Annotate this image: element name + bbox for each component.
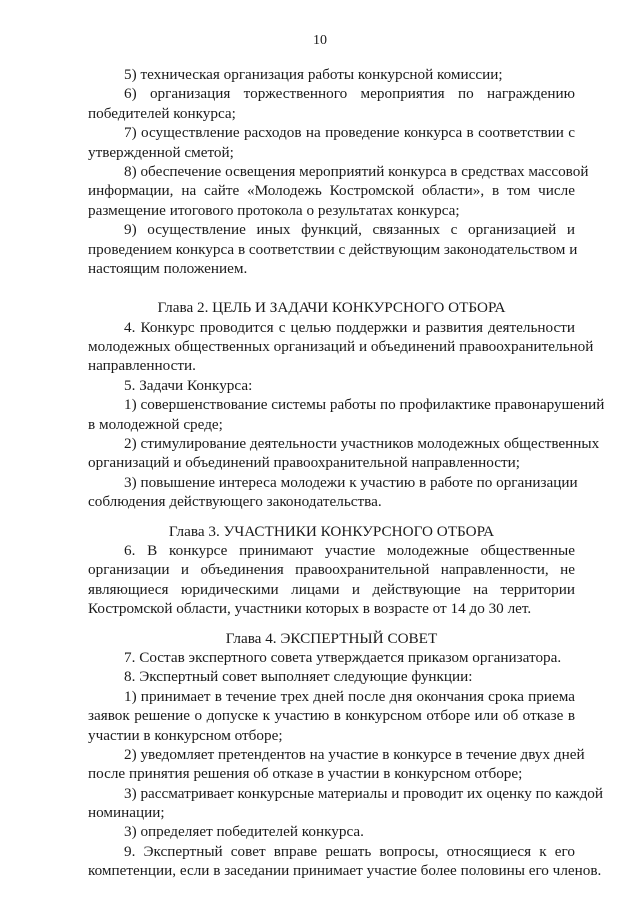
text-line: 2) уведомляет претендентов на участие в конкурсе в течение двух дней <box>124 745 585 763</box>
section-gap <box>88 619 575 629</box>
text-line: 5) техническая организация работы конкурсной комиссии; <box>124 66 503 83</box>
text-line: 9) осуществление иных функций, связанных с организацией и <box>124 221 575 239</box>
page-number: 10 <box>313 33 327 48</box>
text-line: компетенции, если в заседании принимает участие более половины его членов. <box>88 862 602 880</box>
text-line: 3) повышение интереса молодежи к участию в работе по организации <box>124 473 578 491</box>
text-line: Костромской области, участники которых в возрасте от 14 до 30 лет. <box>88 600 532 618</box>
text-line: организации и объединения правоохранительной направленности, не <box>88 561 575 579</box>
chapter-heading: Глава 4. ЭКСПЕРТНЫЙ СОВЕТ <box>225 629 438 647</box>
text-line: являющиеся юридическими лицами и действующие на территории <box>88 580 575 598</box>
text-line: 3) определяет победителей конкурса. <box>124 823 364 841</box>
text-line: направленности. <box>88 357 196 375</box>
text-line: настоящим положением. <box>88 259 248 277</box>
text-line: проведением конкурса в соответствии с действующим законодательством и <box>88 240 578 258</box>
text-line: 6. В конкурсе принимают участие молодежные общественные <box>124 541 575 559</box>
text-line: 7) осуществление расходов на проведение конкурса в соответствии с <box>124 124 575 142</box>
text-line: победителей конкурса; <box>88 104 236 122</box>
text-line: в молодежной среде; <box>88 415 223 433</box>
text-line: 1) совершенствование системы работы по профилактике правонарушений <box>124 396 605 414</box>
text-line: 4. Конкурс проводится с целью поддержки и развития деятельности <box>124 318 575 336</box>
text-line: после принятия решения об отказе в участии в конкурсном отборе; <box>88 765 523 783</box>
text-line: утвержденной сметой; <box>88 143 234 161</box>
chapter-heading: Глава 3. УЧАСТНИКИ КОНКУРСНОГО ОТБОРА <box>168 522 495 540</box>
text-line: размещение итогового протокола о результатах конкурса; <box>88 201 460 219</box>
text-line: 9. Экспертный совет вправе решать вопросы, относящиеся к его <box>124 842 575 860</box>
text-line: 7. Состав экспертного совета утверждается приказом организатора. <box>124 648 562 666</box>
text-line: информации, на сайте «Молодежь Костромской области», в том числе <box>88 182 575 200</box>
text-line: участии в конкурсном отборе; <box>88 726 283 744</box>
text-line: заявок решение о допуске к участию в конкурсном отборе или об отказе в <box>88 707 575 725</box>
text-line: 5. Задачи Конкурса: <box>124 376 253 394</box>
text-line: 8) обеспечение освещения мероприятий конкурса в средствах массовой <box>124 162 589 180</box>
text-line: 1) принимает в течение трех дней после дня окончания срока приема <box>124 687 575 705</box>
chapter-heading: Глава 2. ЦЕЛЬ И ЗАДАЧИ КОНКУРСНОГО ОТБОРА <box>157 299 506 317</box>
section-gap <box>88 278 575 298</box>
text-line: 3) рассматривает конкурсные материалы и проводит их оценку по каждой <box>124 784 604 802</box>
document-body <box>88 65 605 881</box>
text-line: молодежных общественных организаций и объединений правоохранительной <box>88 338 594 356</box>
text-line: номинации; <box>88 804 165 822</box>
text-line: организаций и объединений правоохранительной направленности; <box>88 454 520 472</box>
text-line: соблюдения действующего законодательства. <box>88 493 382 511</box>
text-line: 2) стимулирование деятельности участников молодежных общественных <box>124 435 600 453</box>
section-gap <box>88 512 575 522</box>
text-line: 8. Экспертный совет выполняет следующие функции: <box>124 668 473 686</box>
text-line: 6) организация торжественного мероприятия по награждению <box>124 85 575 103</box>
